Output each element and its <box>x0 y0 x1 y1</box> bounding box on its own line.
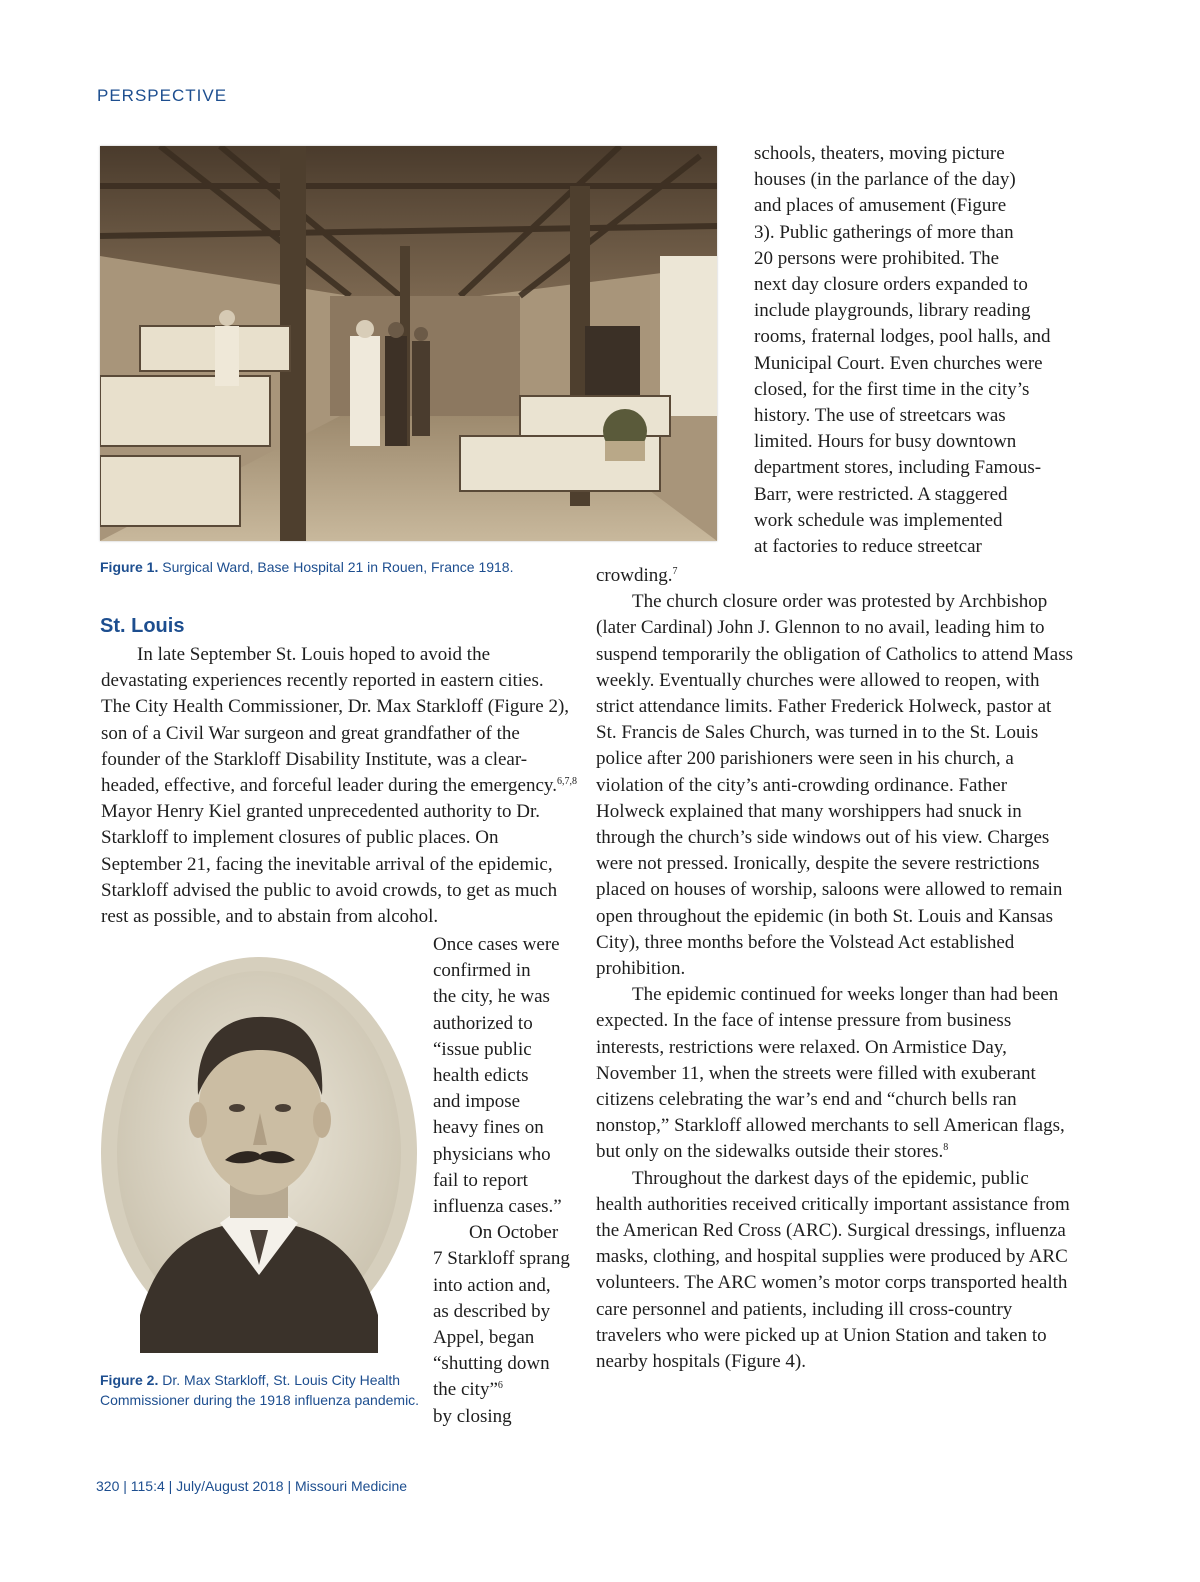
crowding-text: crowding. <box>596 565 673 586</box>
right-top-line: 3). Public gatherings of more than <box>754 221 1014 243</box>
right-top-line: schools, theaters, moving picture <box>754 143 1005 164</box>
narrow-column-line: “shutting down <box>433 1353 550 1375</box>
paragraph-church-closure: The church closure order was protested by Archbishop (later Cardinal) John J. Glennon to no avail, leading him to suspend temporarily the obligation of Catholics to attend Mass weekly. Eventually churches were allowed to reopen, with strict attendance limits. Father Frederick Holweck, pastor at St. Francis de Sales Church, was turned in to the St. Louis police after 200 parishioners were seen in his church, a violation of the city’s anti-crowding ordinance. Father Holweck explained that many worshippers had snuck in through the church’s side windows out of his view. Charges were not pressed. Ironically, despite the severe restrictions placed on houses of worship, saloons were allowed to remain open throughout the epidemic (in both St. Louis and Kansas City), three months before the Volstead Act established prohibition. <box>596 591 1074 980</box>
narrow-column-line: fail to report <box>433 1169 528 1191</box>
figure-1-caption <box>100 557 570 577</box>
right-top-line: houses (in the parlance of the day) <box>754 169 1016 191</box>
right-top-line: 20 persons were prohibited. The <box>754 247 1000 269</box>
figure-2-label: Figure 2. <box>100 1372 159 1388</box>
surgical-ward-illustration <box>100 146 717 541</box>
right-top-line: include playgrounds, library reading <box>754 300 1031 322</box>
narrow-column-line: confirmed in <box>433 960 531 982</box>
narrow-column-line-text: the city” <box>433 1379 498 1401</box>
citation-7: 7 <box>672 566 678 577</box>
right-top-line: work schedule was implemented <box>754 509 1003 531</box>
starkloff-portrait-illustration <box>100 955 418 1353</box>
citation-6-7-8: 6,7,8 <box>556 776 577 788</box>
right-column-top-text <box>754 141 1072 560</box>
figure-1-label: Figure 1. <box>100 559 159 575</box>
narrow-column-line: On October <box>469 1222 559 1244</box>
narrow-column-line: 7 Starkloff sprang <box>433 1248 570 1270</box>
narrow-column-line: “issue public <box>433 1038 532 1060</box>
right-top-line: next day closure orders expanded to <box>754 274 1028 296</box>
citation-8: 8 <box>943 1142 949 1154</box>
crowding-line <box>596 563 1076 589</box>
right-top-line: closed, for the first time in the city’s <box>754 378 1030 400</box>
right-top-line: department stores, including Famous- <box>754 457 1042 479</box>
left-column-text <box>101 642 577 930</box>
figure-2-caption-text: Dr. Max Starkloff, St. Louis City Health Commissioner during the 1918 influenza pandemic. <box>100 1372 420 1408</box>
narrow-column-line: by closing <box>433 1405 512 1427</box>
section-heading: St. Louis <box>100 615 185 637</box>
narrow-left-column-text <box>433 932 581 1430</box>
narrow-column-line: influenza cases.” <box>433 1196 562 1218</box>
page-footer: 320 | 115:4 | July/August 2018 | Missouri Medicine <box>96 1478 408 1494</box>
narrow-column-line: Once cases were <box>433 934 560 955</box>
narrow-column-line: into action and, <box>433 1274 551 1296</box>
citation-6: 6 <box>497 1380 503 1392</box>
right-top-line: and places of amusement (Figure <box>754 195 1007 217</box>
right-column-main-text <box>596 563 1076 1375</box>
right-top-line: at factories to reduce streetcar <box>754 536 982 558</box>
narrow-column-line: and impose <box>433 1091 521 1113</box>
right-top-line: history. The use of streetcars was <box>754 405 1006 427</box>
narrow-column-line: authorized to <box>433 1012 533 1034</box>
paragraph-armistice <box>596 982 1076 1165</box>
figure-1-caption-text: Surgical Ward, Base Hospital 21 in Rouen, France 1918. <box>162 559 514 575</box>
narrow-column-line: health edicts <box>433 1065 529 1087</box>
right-top-line: Barr, were restricted. A staggered <box>754 483 1008 505</box>
paragraph-starkloff-intro <box>101 642 577 930</box>
section-label: PERSPECTIVE <box>97 86 228 105</box>
narrow-column-line: physicians who <box>433 1143 551 1165</box>
figure-2-caption <box>100 1370 420 1410</box>
narrow-column-line: heavy fines on <box>433 1117 544 1139</box>
intro-text-part-2: Mayor Henry Kiel granted unprecedented authority to Dr. Starkloff to implement closures of public places. On September 21, facing the inevitable arrival of the epidemic, Starkloff advised the public to avoid crowds, to get as much rest as possible, and to abstain from alcohol. <box>101 801 558 928</box>
narrow-column-line: as described by <box>433 1300 551 1322</box>
armistice-text: The epidemic continued for weeks longer than had been expected. In the face of intense pressure from business interests, restrictions were relaxed. On Armistice Day, November 11, when the streets were filled with exuberant citizens celebrating the war’s end and “church bells ran nonstop,” Starkloff allowed merchants to sell American flags, but only on the sidewalks outside their stores. <box>596 984 1065 1163</box>
starkloff-portrait-photo <box>100 955 418 1353</box>
narrow-column-line <box>433 1377 581 1403</box>
intro-text-part-1: In late September St. Louis hoped to avoid the devastating experiences recently reported in eastern cities. The City Health Commissioner, Dr. Max Starkloff (Figure 2), son of a Civil War surgeon and great grandfather of the founder of the Starkloff Disability Institute, was a clear-headed, effective, and forceful leader during the emergency. <box>101 644 570 797</box>
narrow-column-line: the city, he was <box>433 986 550 1008</box>
narrow-column-line: Appel, began <box>433 1327 535 1349</box>
right-top-line: limited. Hours for busy downtown <box>754 431 1017 453</box>
right-top-line: Municipal Court. Even churches were <box>754 352 1043 374</box>
surgical-ward-photo <box>100 146 717 541</box>
right-top-line: rooms, fraternal lodges, pool halls, and <box>754 326 1051 348</box>
paragraph-red-cross: Throughout the darkest days of the epidemic, public health authorities received critically important assistance from the American Red Cross (ARC). Surgical dressings, influenza masks, clothing, and hospital supplies were produced by ARC volunteers. The ARC women’s motor corps transported health care personnel and patients, including ill cross-country travelers who were picked up at Union Station and taken to nearby hospitals (Figure 4). <box>596 1167 1070 1373</box>
